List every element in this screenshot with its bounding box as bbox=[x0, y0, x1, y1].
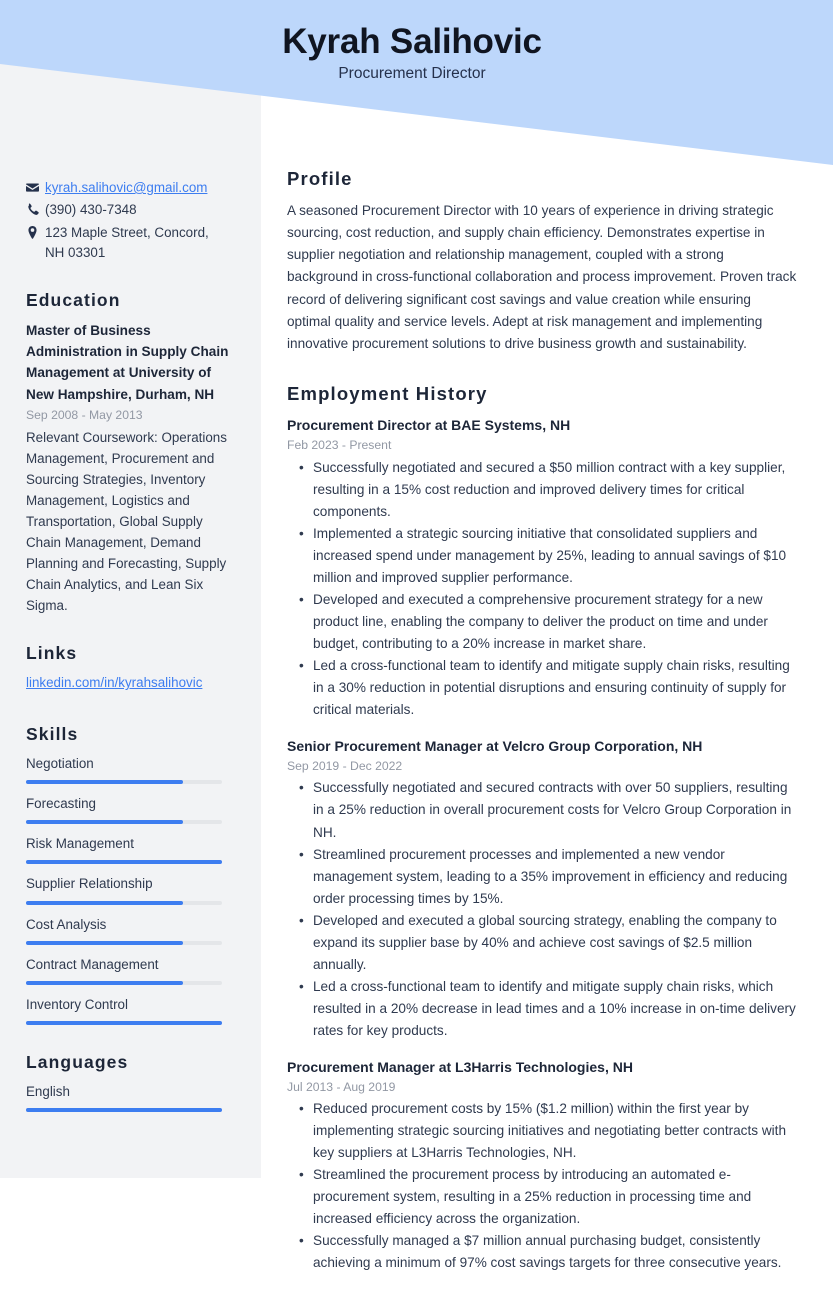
map-pin-icon bbox=[26, 223, 45, 239]
skill-item bbox=[26, 955, 231, 985]
skill-label: Risk Management bbox=[26, 836, 134, 852]
skill-label: Forecasting bbox=[26, 796, 96, 812]
links-heading: Links bbox=[26, 643, 78, 664]
contact-email[interactable] bbox=[45, 178, 231, 198]
contact-list bbox=[26, 178, 231, 264]
job-bullet: • Implemented a strategic sourcing initiative that consolidated suppliers and increased spend under management by 25%, leading to annual savings of $10 million and improved supplier performance. bbox=[313, 523, 798, 589]
employment-jobs-list bbox=[287, 415, 798, 1274]
skill-label: Contract Management bbox=[26, 956, 159, 972]
envelope-icon bbox=[26, 178, 45, 194]
job-date: Feb 2023 - Present bbox=[287, 438, 392, 453]
skills-section bbox=[26, 724, 231, 1025]
job-bullet: • Led a cross-functional team to identify and mitigate supply chain risks, resulting in a 30% reduction in potential disruptions and ensuring continuity of supply for critical materials. bbox=[313, 655, 798, 721]
email-link[interactable]: kyrah.salihovic@gmail.com bbox=[45, 180, 208, 195]
job-bullet: • Streamlined procurement processes and implemented a new vendor management system, leading to a 35% improvement in efficiency and reducing order processing times by 15%. bbox=[313, 844, 798, 910]
skill-item bbox=[26, 754, 231, 784]
phone-icon bbox=[26, 200, 45, 216]
skill-bar-track bbox=[26, 860, 222, 864]
job-bullet: • Developed and executed a global sourcing strategy, enabling the company to expand its supplier base by 40% and achieve cost savings of $2.5 million annually. bbox=[313, 910, 798, 976]
skill-item bbox=[26, 794, 231, 824]
job-title: Senior Procurement Manager at Velcro Group Corporation, NH bbox=[287, 737, 703, 754]
contact-row-phone bbox=[26, 200, 231, 220]
employment-heading: Employment History bbox=[287, 383, 488, 405]
job-bullet: • Developed and executed a comprehensive procurement strategy for a new product line, enabling the company to deliver the product on time and under budget, contributing to a 20% increase in market share. bbox=[313, 589, 798, 655]
job-title: Procurement Manager at L3Harris Technologies, NH bbox=[287, 1058, 633, 1075]
skill-item bbox=[26, 995, 231, 1025]
education-date: Sep 2008 - May 2013 bbox=[26, 408, 143, 423]
job-bullet: • Successfully managed a $7 million annual purchasing budget, consistently achieving a minimum of 97% cost savings targets for three consecutive years. bbox=[313, 1230, 798, 1274]
language-bar-fill bbox=[26, 1108, 222, 1112]
links-section bbox=[26, 643, 231, 694]
skill-bar-fill bbox=[26, 780, 183, 784]
linkedin-link[interactable]: linkedin.com/in/kyrahsalihovic bbox=[26, 675, 203, 691]
job-date: Jul 2013 - Aug 2019 bbox=[287, 1079, 396, 1094]
job-bullet: • Successfully negotiated and secured contracts with over 50 suppliers, resulting in a 25% reduction in overall procurement costs for Velcro Group Corporation in NH. bbox=[313, 777, 798, 843]
skill-label: Supplier Relationship bbox=[26, 876, 153, 892]
employment-job bbox=[287, 1057, 798, 1275]
skill-item bbox=[26, 874, 231, 904]
languages-heading: Languages bbox=[26, 1051, 129, 1072]
languages-list bbox=[26, 1082, 231, 1112]
contact-address: 123 Maple Street, Concord, NH 03301 bbox=[45, 224, 209, 261]
language-label: English bbox=[26, 1083, 70, 1099]
skill-bar-fill bbox=[26, 941, 183, 945]
skill-bar-fill bbox=[26, 901, 183, 905]
skill-bar-track bbox=[26, 941, 222, 945]
skill-bar-fill bbox=[26, 981, 183, 985]
skill-bar-track bbox=[26, 901, 222, 905]
job-bullet: • Led a cross-functional team to identify and mitigate supply chain risks, which resulted in a 20% decrease in lead times and a 10% increase in on-time delivery rates for key products. bbox=[313, 976, 798, 1042]
skill-label: Inventory Control bbox=[26, 996, 128, 1012]
job-bullet: • Reduced procurement costs by 15% ($1.2 million) within the first year by implementing strategic sourcing initiatives and negotiating better contracts with key suppliers at L3Harris Technologies, NH. bbox=[313, 1098, 798, 1164]
main-column bbox=[261, 0, 833, 1289]
skill-bar-fill bbox=[26, 1021, 222, 1025]
employment-job bbox=[287, 736, 798, 1042]
education-section bbox=[26, 290, 231, 617]
skills-heading: Skills bbox=[26, 724, 79, 745]
contact-row-address bbox=[26, 223, 231, 264]
skill-bar-fill bbox=[26, 820, 183, 824]
employment-section bbox=[287, 383, 798, 1274]
skill-label: Cost Analysis bbox=[26, 916, 107, 932]
skill-bar-track bbox=[26, 780, 222, 784]
job-bullet: • Streamlined the procurement process by introducing an automated e-procurement system, resulting in a 25% reduction in processing time and increased efficiency across the organization. bbox=[313, 1164, 798, 1230]
contact-phone: (390) 430-7348 bbox=[45, 202, 137, 218]
profile-heading: Profile bbox=[287, 168, 353, 189]
job-date: Sep 2019 - Dec 2022 bbox=[287, 759, 403, 774]
profile-text: A seasoned Procurement Director with 10 years of experience in driving strategic sourcing, cost reduction, and supply chain efficiency. Demonstrates expertise in supplier negotiation and relationship management, coupled with a strong background in cross-functional collaboration and process improvement. Proven track record of delivering significant cost savings and value creation while ensuring optimal quality and service levels. Adept at risk management and implementing innovative procurement solutions to drive business growth and sustainability. bbox=[287, 203, 797, 351]
job-bullet-list bbox=[287, 1098, 798, 1274]
skill-item bbox=[26, 834, 231, 864]
employment-job bbox=[287, 415, 798, 721]
languages-section bbox=[26, 1052, 231, 1112]
education-description: Relevant Coursework: Operations Management, Procurement and Sourcing Strategies, Inventory Management, Logistics and Transportation, Global Supply Chain Management, Demand Planning and Forecasting, Supply Chain Analytics, and Lean Six Sigma. bbox=[26, 429, 227, 614]
language-bar-track bbox=[26, 1108, 222, 1112]
candidate-job-title: Procurement Director bbox=[338, 65, 486, 83]
job-title: Procurement Director at BAE Systems, NH bbox=[287, 417, 571, 434]
skill-bar-fill bbox=[26, 860, 222, 864]
skill-item bbox=[26, 915, 231, 945]
links-list bbox=[26, 673, 231, 694]
skill-bar-track bbox=[26, 1021, 222, 1025]
skill-bar-track bbox=[26, 820, 222, 824]
job-bullet-list bbox=[287, 457, 798, 721]
job-bullet: • Successfully negotiated and secured a $50 million contract with a key supplier, resulting in a 15% cost reduction and improved delivery times for critical components. bbox=[313, 457, 798, 523]
sidebar bbox=[0, 0, 261, 1139]
education-degree: Master of Business Administration in Supply Chain Management at University of New Hampshire, Durham, NH bbox=[26, 322, 229, 402]
education-heading: Education bbox=[26, 289, 121, 310]
profile-section bbox=[287, 168, 798, 355]
language-item bbox=[26, 1082, 231, 1112]
job-bullet-list bbox=[287, 777, 798, 1041]
skill-label: Negotiation bbox=[26, 756, 94, 772]
skill-bar-track bbox=[26, 981, 222, 985]
candidate-name: Kyrah Salihovic bbox=[282, 22, 542, 61]
skills-list bbox=[26, 754, 231, 1025]
contact-row-email bbox=[26, 178, 231, 198]
